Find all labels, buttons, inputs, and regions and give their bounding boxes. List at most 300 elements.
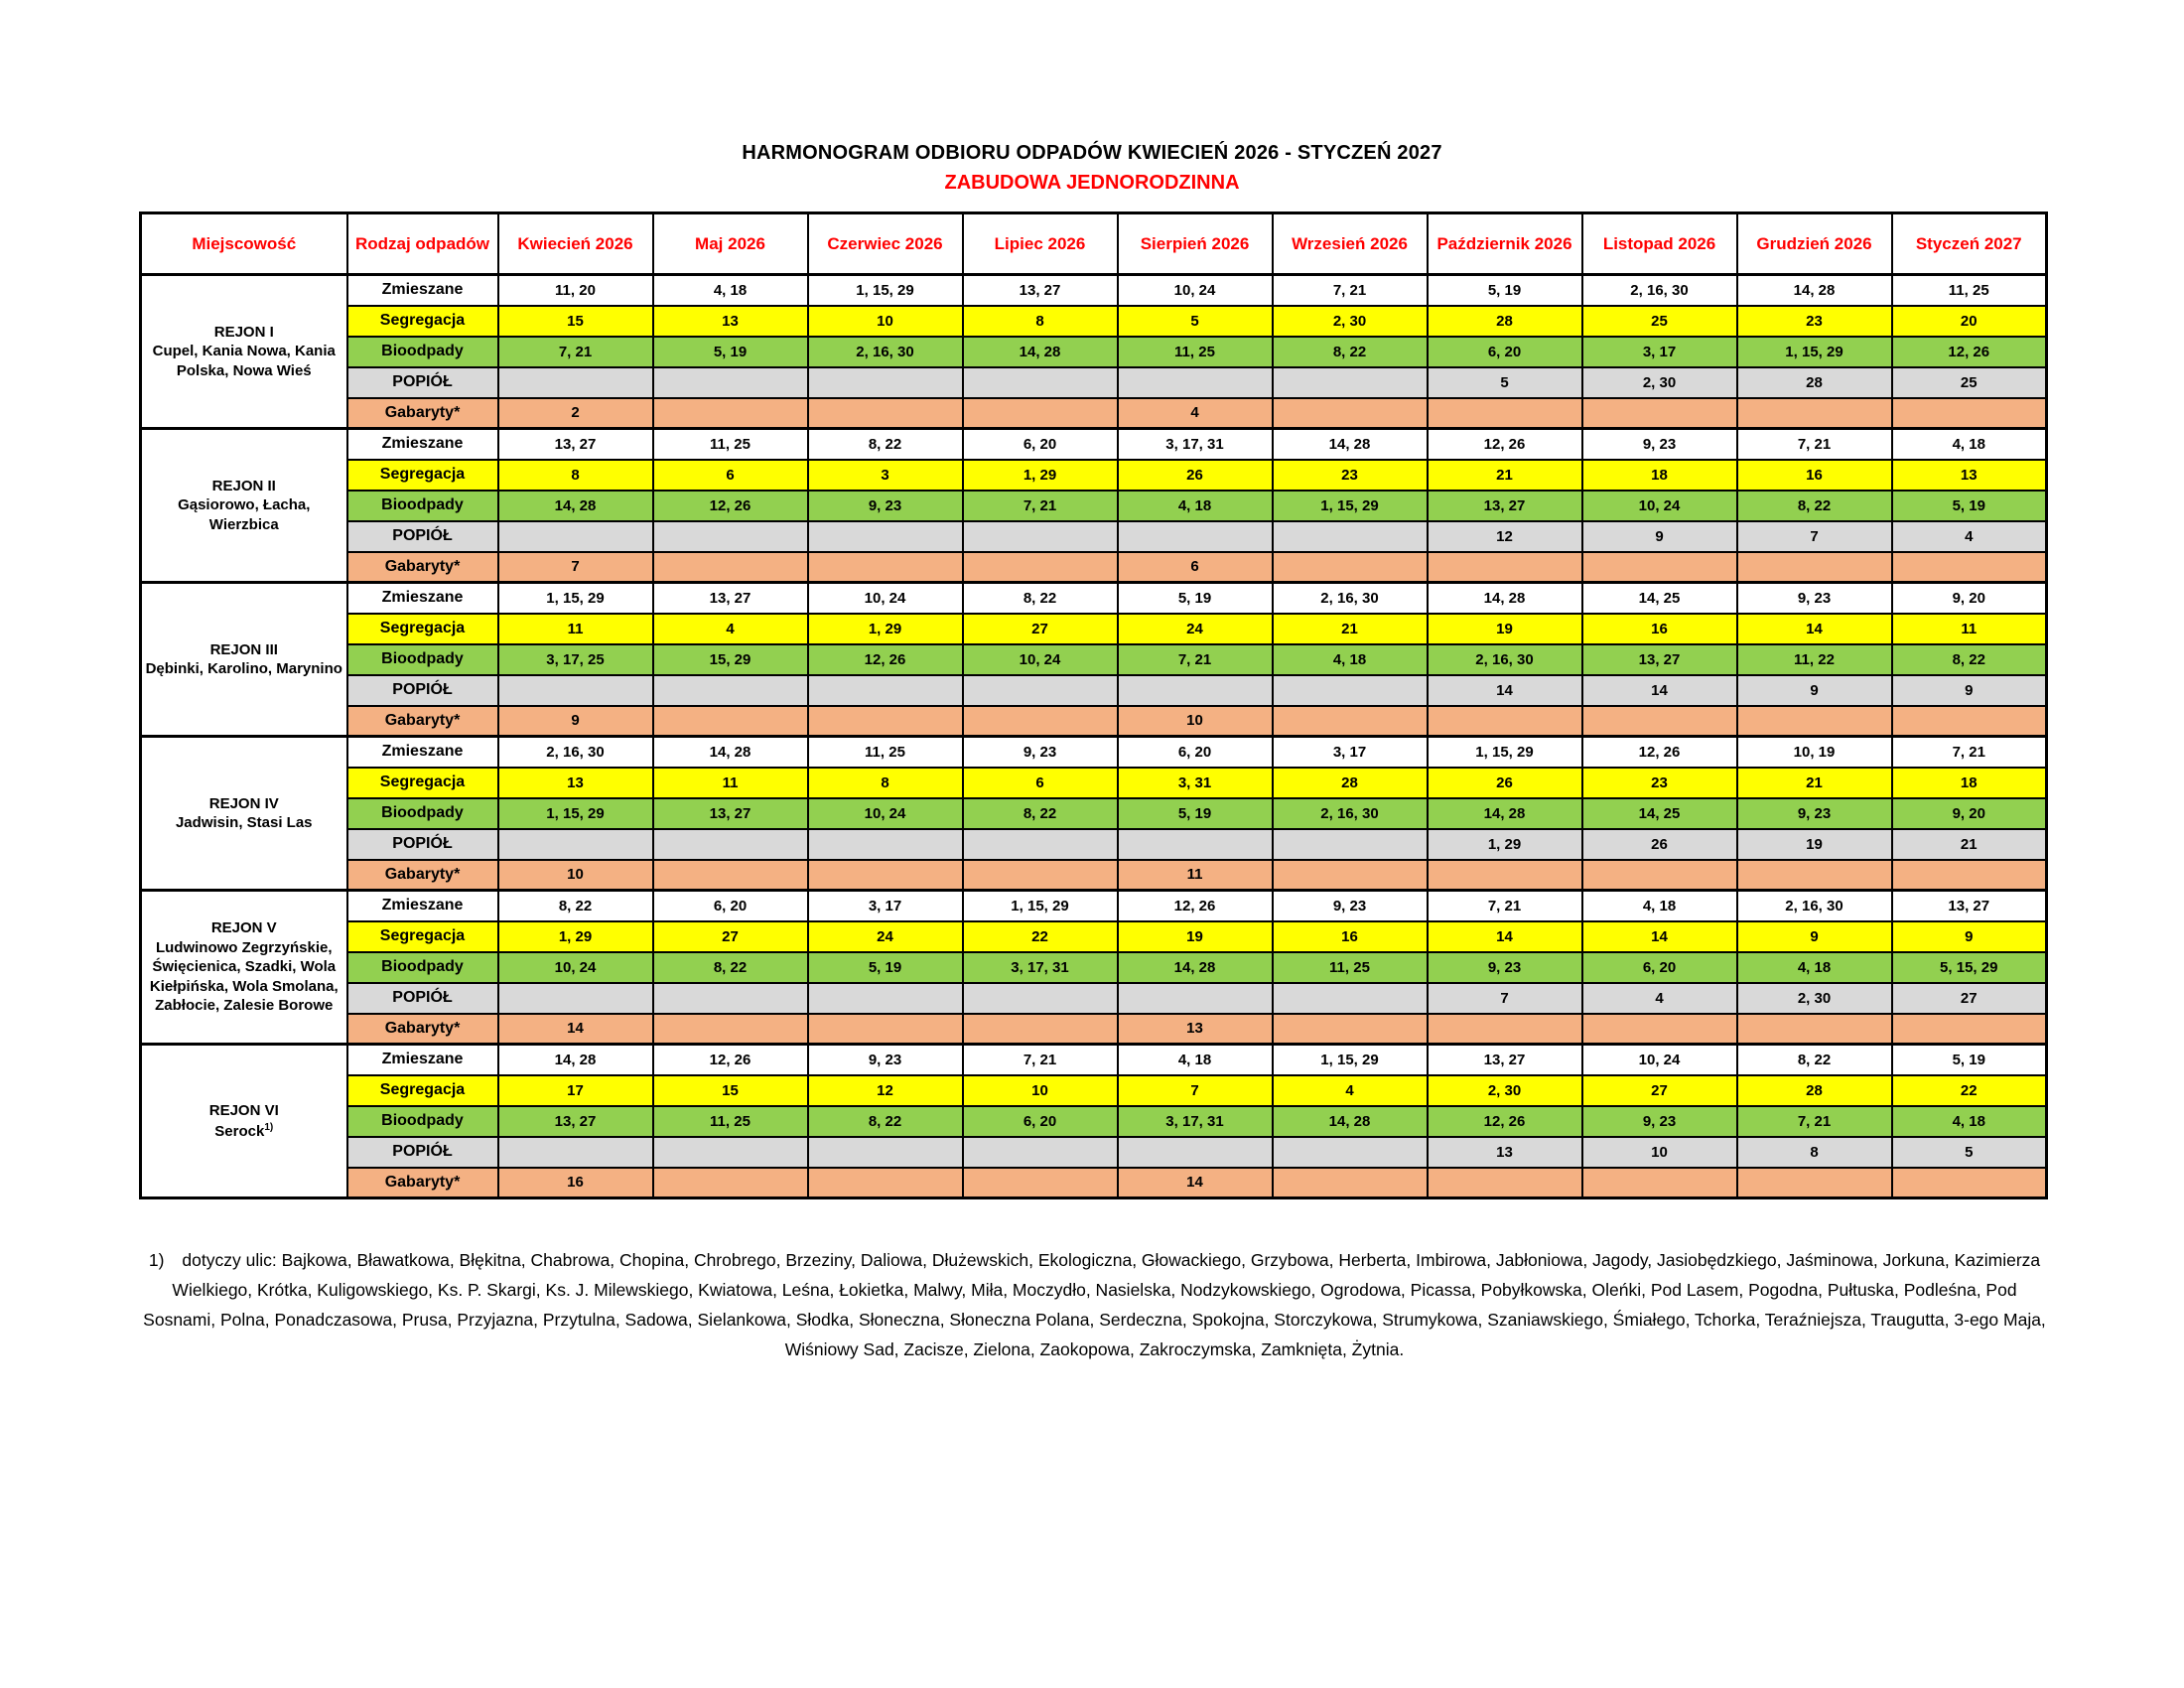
schedule-date-cell: 8, 22 [963, 583, 1118, 614]
table-row [141, 552, 2047, 583]
waste-type-cell: Bioodpady [347, 337, 498, 367]
region-localities: Dębinki, Karolino, Marynino [145, 660, 342, 677]
schedule-date-cell: 1, 15, 29 [963, 891, 1118, 921]
region-localities: Ludwinowo Zegrzyńskie, Święcienica, Szadki, Wola Kiełpińska, Wola Smolana, Zabłocie, Zalesie Borowe [149, 938, 339, 1015]
schedule-date-cell [963, 675, 1118, 706]
schedule-date-cell: 12, 26 [1582, 737, 1737, 768]
schedule-date-cell [653, 983, 808, 1014]
month-header: Maj 2026 [653, 213, 808, 275]
schedule-date-cell [653, 552, 808, 583]
schedule-date-cell: 14, 25 [1582, 798, 1737, 829]
schedule-date-cell [808, 552, 963, 583]
month-header: Wrzesień 2026 [1273, 213, 1428, 275]
table-row [141, 706, 2047, 737]
schedule-date-cell [1273, 1137, 1428, 1168]
schedule-date-cell: 13 [1118, 1014, 1273, 1045]
schedule-date-cell: 8, 22 [1892, 644, 2047, 675]
table-row [141, 860, 2047, 891]
schedule-date-cell: 11 [1118, 860, 1273, 891]
waste-type-cell: Segregacja [347, 614, 498, 644]
table-row [141, 1075, 2047, 1106]
schedule-date-cell: 14 [1582, 921, 1737, 952]
schedule-date-cell [808, 398, 963, 429]
schedule-date-cell [653, 829, 808, 860]
schedule-date-cell: 4 [1118, 398, 1273, 429]
schedule-date-cell: 13 [1892, 460, 2047, 491]
schedule-date-cell: 7 [1428, 983, 1582, 1014]
schedule-date-cell: 14, 28 [653, 737, 808, 768]
schedule-date-cell: 16 [498, 1168, 653, 1198]
schedule-date-cell [498, 521, 653, 552]
schedule-date-cell [653, 1137, 808, 1168]
region-cell [141, 737, 347, 891]
waste-type-header: Rodzaj odpadów [347, 213, 498, 275]
schedule-date-cell: 7, 21 [498, 337, 653, 367]
schedule-date-cell [808, 1137, 963, 1168]
waste-type-cell: Gabaryty* [347, 1168, 498, 1198]
table-row [141, 491, 2047, 521]
schedule-date-cell [1582, 1168, 1737, 1198]
schedule-date-cell: 3 [808, 460, 963, 491]
header-row [141, 213, 2047, 275]
schedule-date-cell [1737, 552, 1892, 583]
schedule-date-cell [653, 367, 808, 398]
schedule-table [139, 211, 2048, 1199]
schedule-date-cell: 11, 25 [653, 429, 808, 460]
schedule-date-cell [1118, 983, 1273, 1014]
schedule-date-cell: 9, 23 [963, 737, 1118, 768]
schedule-date-cell: 12, 26 [1428, 1106, 1582, 1137]
region-cell [141, 583, 347, 737]
table-row [141, 429, 2047, 460]
schedule-date-cell: 6, 20 [653, 891, 808, 921]
schedule-date-cell [963, 398, 1118, 429]
schedule-date-cell: 4 [1582, 983, 1737, 1014]
schedule-date-cell: 10 [1118, 706, 1273, 737]
schedule-date-cell: 14, 28 [1118, 952, 1273, 983]
schedule-date-cell: 7, 21 [963, 491, 1118, 521]
footnote-ref: 1) [264, 1121, 274, 1133]
schedule-date-cell [1273, 367, 1428, 398]
schedule-date-cell [963, 706, 1118, 737]
schedule-date-cell [963, 367, 1118, 398]
schedule-date-cell: 4 [1273, 1075, 1428, 1106]
schedule-date-cell: 10, 24 [498, 952, 653, 983]
schedule-date-cell: 5, 19 [1428, 275, 1582, 306]
schedule-date-cell: 9, 23 [808, 491, 963, 521]
schedule-date-cell: 11 [498, 614, 653, 644]
waste-type-cell: Segregacja [347, 460, 498, 491]
schedule-date-cell: 5, 19 [1892, 491, 2047, 521]
schedule-date-cell: 10 [808, 306, 963, 337]
schedule-date-cell: 5, 19 [1118, 583, 1273, 614]
schedule-date-cell: 9, 23 [1582, 1106, 1737, 1137]
schedule-date-cell: 14 [1582, 675, 1737, 706]
page-title: HARMONOGRAM ODBIORU ODPADÓW KWIECIEŃ 2026 - STYCZEŃ 2027 [742, 142, 1442, 164]
schedule-date-cell: 5, 15, 29 [1892, 952, 2047, 983]
schedule-date-cell: 15, 29 [653, 644, 808, 675]
schedule-date-cell: 9 [498, 706, 653, 737]
month-header: Lipiec 2026 [963, 213, 1118, 275]
schedule-date-cell: 26 [1428, 768, 1582, 798]
schedule-date-cell: 8, 22 [1273, 337, 1428, 367]
schedule-date-cell: 8, 22 [808, 1106, 963, 1137]
schedule-date-cell: 22 [1892, 1075, 2047, 1106]
schedule-date-cell: 10, 19 [1737, 737, 1892, 768]
table-row [141, 737, 2047, 768]
schedule-date-cell: 9 [1892, 921, 2047, 952]
footnote [139, 1245, 2050, 1364]
schedule-date-cell: 8, 22 [1737, 491, 1892, 521]
schedule-date-cell: 8, 22 [653, 952, 808, 983]
table-row [141, 952, 2047, 983]
schedule-date-cell: 9, 23 [1582, 429, 1737, 460]
schedule-date-cell: 14 [1428, 675, 1582, 706]
schedule-date-cell [498, 367, 653, 398]
schedule-date-cell: 15 [498, 306, 653, 337]
schedule-date-cell: 21 [1737, 768, 1892, 798]
schedule-date-cell: 2, 16, 30 [498, 737, 653, 768]
table-row [141, 675, 2047, 706]
schedule-date-cell [1273, 675, 1428, 706]
waste-type-cell: Gabaryty* [347, 860, 498, 891]
schedule-date-cell: 8 [1737, 1137, 1892, 1168]
schedule-date-cell: 2, 30 [1428, 1075, 1582, 1106]
schedule-date-cell: 11, 25 [653, 1106, 808, 1137]
table-row [141, 768, 2047, 798]
schedule-date-cell: 14, 28 [963, 337, 1118, 367]
schedule-date-cell: 22 [963, 921, 1118, 952]
schedule-date-cell: 11, 25 [1892, 275, 2047, 306]
schedule-date-cell: 12 [808, 1075, 963, 1106]
schedule-date-cell [1428, 1014, 1582, 1045]
schedule-date-cell: 3, 17, 31 [1118, 429, 1273, 460]
schedule-date-cell: 23 [1273, 460, 1428, 491]
schedule-date-cell: 1, 29 [1428, 829, 1582, 860]
waste-type-cell: POPIÓŁ [347, 675, 498, 706]
schedule-date-cell: 14 [498, 1014, 653, 1045]
schedule-date-cell [808, 1014, 963, 1045]
schedule-date-cell: 14, 28 [1273, 1106, 1428, 1137]
schedule-date-cell: 10, 24 [1118, 275, 1273, 306]
schedule-date-cell: 13 [1428, 1137, 1582, 1168]
schedule-date-cell [1737, 706, 1892, 737]
schedule-date-cell: 4, 18 [1582, 891, 1737, 921]
schedule-date-cell: 5 [1118, 306, 1273, 337]
schedule-date-cell: 11, 25 [808, 737, 963, 768]
schedule-date-cell [653, 398, 808, 429]
month-header: Czerwiec 2026 [808, 213, 963, 275]
table-row [141, 1045, 2047, 1075]
schedule-date-cell: 9 [1892, 675, 2047, 706]
schedule-date-cell: 10, 24 [963, 644, 1118, 675]
schedule-date-cell [653, 675, 808, 706]
schedule-date-cell: 13, 27 [653, 583, 808, 614]
schedule-date-cell: 2, 30 [1737, 983, 1892, 1014]
schedule-date-cell: 6, 20 [1428, 337, 1582, 367]
schedule-date-cell: 27 [1582, 1075, 1737, 1106]
schedule-date-cell: 16 [1273, 921, 1428, 952]
schedule-date-cell [1582, 1014, 1737, 1045]
schedule-date-cell [1582, 398, 1737, 429]
schedule-date-cell: 16 [1737, 460, 1892, 491]
schedule-date-cell: 3, 17 [808, 891, 963, 921]
schedule-date-cell: 7, 21 [1892, 737, 2047, 768]
schedule-date-cell: 6 [653, 460, 808, 491]
month-header: Styczeń 2027 [1892, 213, 2047, 275]
schedule-date-cell [1892, 398, 2047, 429]
schedule-date-cell: 12, 26 [1428, 429, 1582, 460]
table-row [141, 891, 2047, 921]
table-row [141, 829, 2047, 860]
schedule-date-cell: 5 [1892, 1137, 2047, 1168]
table-row [141, 398, 2047, 429]
region-name: REJON VI [208, 1102, 279, 1119]
schedule-date-cell: 12, 26 [1892, 337, 2047, 367]
table-row [141, 921, 2047, 952]
schedule-date-cell: 7 [1118, 1075, 1273, 1106]
schedule-date-cell [1892, 1168, 2047, 1198]
schedule-date-cell: 25 [1892, 367, 2047, 398]
schedule-date-cell: 23 [1582, 768, 1737, 798]
schedule-date-cell: 8, 22 [808, 429, 963, 460]
schedule-date-cell [1273, 1168, 1428, 1198]
table-body [141, 275, 2047, 1198]
schedule-date-cell: 7, 21 [963, 1045, 1118, 1075]
schedule-date-cell: 14, 28 [1273, 429, 1428, 460]
region-cell [141, 429, 347, 583]
region-localities: Jadwisin, Stasi Las [175, 814, 313, 831]
schedule-date-cell: 6, 20 [963, 1106, 1118, 1137]
schedule-date-cell [1118, 1137, 1273, 1168]
schedule-date-cell: 10, 24 [1582, 1045, 1737, 1075]
schedule-date-cell: 1, 15, 29 [498, 798, 653, 829]
schedule-date-cell [808, 706, 963, 737]
schedule-date-cell: 4, 18 [1273, 644, 1428, 675]
corner-header: Miejscowość [141, 213, 347, 275]
schedule-date-cell: 28 [1737, 1075, 1892, 1106]
schedule-date-cell: 4, 18 [1892, 429, 2047, 460]
schedule-date-cell: 8 [808, 768, 963, 798]
schedule-date-cell [808, 521, 963, 552]
schedule-date-cell: 3, 31 [1118, 768, 1273, 798]
region-localities: Gąsiorowo, Łacha, Wierzbica [178, 496, 311, 533]
schedule-date-cell [1737, 1168, 1892, 1198]
schedule-date-cell: 4 [653, 614, 808, 644]
schedule-date-cell: 2, 30 [1273, 306, 1428, 337]
schedule-date-cell [963, 983, 1118, 1014]
schedule-date-cell: 28 [1273, 768, 1428, 798]
schedule-date-cell: 7, 21 [1273, 275, 1428, 306]
schedule-date-cell [1428, 398, 1582, 429]
schedule-date-cell: 8, 22 [1737, 1045, 1892, 1075]
schedule-date-cell [1273, 1014, 1428, 1045]
schedule-date-cell: 20 [1892, 306, 2047, 337]
schedule-date-cell: 11, 25 [1118, 337, 1273, 367]
schedule-date-cell: 12, 26 [653, 1045, 808, 1075]
schedule-date-cell [963, 1137, 1118, 1168]
schedule-date-cell [653, 706, 808, 737]
schedule-date-cell: 8 [963, 306, 1118, 337]
schedule-date-cell: 9, 23 [808, 1045, 963, 1075]
region-cell [141, 1045, 347, 1198]
schedule-date-cell: 12, 26 [653, 491, 808, 521]
schedule-date-cell [1428, 552, 1582, 583]
schedule-date-cell: 8, 22 [498, 891, 653, 921]
table-row [141, 1137, 2047, 1168]
schedule-date-cell [808, 860, 963, 891]
month-header: Listopad 2026 [1582, 213, 1737, 275]
waste-type-cell: POPIÓŁ [347, 521, 498, 552]
schedule-date-cell: 9, 20 [1892, 798, 2047, 829]
waste-type-cell: Gabaryty* [347, 552, 498, 583]
schedule-date-cell: 5, 19 [808, 952, 963, 983]
schedule-date-cell: 2, 16, 30 [1737, 891, 1892, 921]
waste-type-cell: Zmieszane [347, 275, 498, 306]
schedule-date-cell: 19 [1428, 614, 1582, 644]
schedule-date-cell: 1, 29 [498, 921, 653, 952]
schedule-date-cell [1118, 367, 1273, 398]
table-row [141, 337, 2047, 367]
schedule-date-cell: 8, 22 [963, 798, 1118, 829]
schedule-date-cell: 3, 17, 31 [1118, 1106, 1273, 1137]
table-row [141, 306, 2047, 337]
schedule-date-cell: 14 [1737, 614, 1892, 644]
schedule-date-cell [808, 1168, 963, 1198]
region-name: REJON I [213, 323, 274, 341]
schedule-date-cell: 13, 27 [498, 429, 653, 460]
schedule-date-cell: 13, 27 [653, 798, 808, 829]
schedule-date-cell [1428, 1168, 1582, 1198]
schedule-date-cell: 26 [1582, 829, 1737, 860]
schedule-date-cell [1582, 860, 1737, 891]
waste-type-cell: Segregacja [347, 768, 498, 798]
schedule-date-cell: 21 [1892, 829, 2047, 860]
schedule-date-cell: 14, 28 [1428, 583, 1582, 614]
schedule-date-cell: 19 [1118, 921, 1273, 952]
schedule-date-cell: 10, 24 [1582, 491, 1737, 521]
schedule-date-cell: 14, 25 [1582, 583, 1737, 614]
schedule-date-cell [1737, 860, 1892, 891]
schedule-date-cell: 1, 15, 29 [1428, 737, 1582, 768]
region-cell [141, 275, 347, 429]
schedule-date-cell: 3, 17, 31 [963, 952, 1118, 983]
waste-type-cell: Zmieszane [347, 429, 498, 460]
schedule-date-cell: 5 [1428, 367, 1582, 398]
schedule-date-cell: 9, 23 [1273, 891, 1428, 921]
schedule-date-cell: 2, 16, 30 [1582, 275, 1737, 306]
waste-type-cell: Gabaryty* [347, 706, 498, 737]
schedule-date-cell: 6 [1118, 552, 1273, 583]
schedule-date-cell: 6, 20 [963, 429, 1118, 460]
schedule-date-cell [1428, 860, 1582, 891]
waste-type-cell: Bioodpady [347, 798, 498, 829]
schedule-date-cell: 1, 15, 29 [1273, 491, 1428, 521]
schedule-date-cell [963, 1014, 1118, 1045]
schedule-date-cell: 12 [1428, 521, 1582, 552]
region-name: REJON III [209, 640, 278, 658]
schedule-date-cell [1892, 1014, 2047, 1045]
schedule-date-cell: 13 [498, 768, 653, 798]
region-name: REJON V [210, 919, 277, 937]
waste-type-cell: Gabaryty* [347, 1014, 498, 1045]
table-row [141, 521, 2047, 552]
schedule-date-cell: 12, 26 [1118, 891, 1273, 921]
schedule-date-cell: 5, 19 [1118, 798, 1273, 829]
schedule-date-cell: 13, 27 [1892, 891, 2047, 921]
schedule-date-cell: 9, 23 [1428, 952, 1582, 983]
schedule-date-cell: 9 [1737, 921, 1892, 952]
schedule-date-cell: 13, 27 [1428, 1045, 1582, 1075]
schedule-date-cell: 10, 24 [808, 798, 963, 829]
schedule-date-cell [1737, 398, 1892, 429]
waste-type-cell: POPIÓŁ [347, 367, 498, 398]
schedule-date-cell: 26 [1118, 460, 1273, 491]
table-row [141, 1014, 2047, 1045]
schedule-date-cell: 11 [653, 768, 808, 798]
schedule-date-cell: 9 [1737, 675, 1892, 706]
region-localities: Serock$^{1)}$ [214, 1121, 274, 1140]
schedule-date-cell: 11, 22 [1737, 644, 1892, 675]
schedule-date-cell [498, 829, 653, 860]
schedule-date-cell: 7 [498, 552, 653, 583]
waste-type-cell: POPIÓŁ [347, 983, 498, 1014]
month-header: Kwiecień 2026 [498, 213, 653, 275]
waste-type-cell: Gabaryty* [347, 398, 498, 429]
schedule-date-cell: 13, 27 [1428, 491, 1582, 521]
schedule-date-cell: 10 [963, 1075, 1118, 1106]
schedule-date-cell: 4, 18 [1737, 952, 1892, 983]
schedule-date-cell [498, 1137, 653, 1168]
schedule-date-cell: 9, 23 [1737, 798, 1892, 829]
schedule-date-cell: 5, 19 [653, 337, 808, 367]
table-row [141, 614, 2047, 644]
table-row [141, 983, 2047, 1014]
table-header [141, 213, 2047, 275]
schedule-date-cell: 11 [1892, 614, 2047, 644]
schedule-date-cell: 15 [653, 1075, 808, 1106]
schedule-date-cell: 5, 19 [1892, 1045, 2047, 1075]
table-row [141, 460, 2047, 491]
schedule-date-cell [1582, 552, 1737, 583]
schedule-date-cell: 9, 23 [1737, 583, 1892, 614]
schedule-date-cell: 14, 28 [498, 491, 653, 521]
schedule-date-cell [1273, 552, 1428, 583]
schedule-date-cell [963, 552, 1118, 583]
schedule-date-cell [498, 675, 653, 706]
schedule-date-cell: 24 [808, 921, 963, 952]
waste-type-cell: Bioodpady [347, 644, 498, 675]
page-subtitle: ZABUDOWA JEDNORODZINNA [944, 172, 1240, 194]
schedule-date-cell: 1, 15, 29 [1273, 1045, 1428, 1075]
schedule-date-cell [498, 983, 653, 1014]
waste-type-cell: POPIÓŁ [347, 829, 498, 860]
schedule-date-cell [1892, 860, 2047, 891]
schedule-date-cell: 28 [1737, 367, 1892, 398]
schedule-date-cell: 3, 17 [1273, 737, 1428, 768]
schedule-date-cell: 7, 21 [1737, 1106, 1892, 1137]
schedule-date-cell: 13, 27 [963, 275, 1118, 306]
month-header: Sierpień 2026 [1118, 213, 1273, 275]
schedule-date-cell: 7, 21 [1428, 891, 1582, 921]
table-row [141, 644, 2047, 675]
schedule-date-cell: 7, 21 [1737, 429, 1892, 460]
schedule-date-cell: 14 [1118, 1168, 1273, 1198]
schedule-date-cell: 14, 28 [1428, 798, 1582, 829]
schedule-date-cell: 8 [498, 460, 653, 491]
schedule-date-cell: 28 [1428, 306, 1582, 337]
schedule-date-cell [1273, 829, 1428, 860]
